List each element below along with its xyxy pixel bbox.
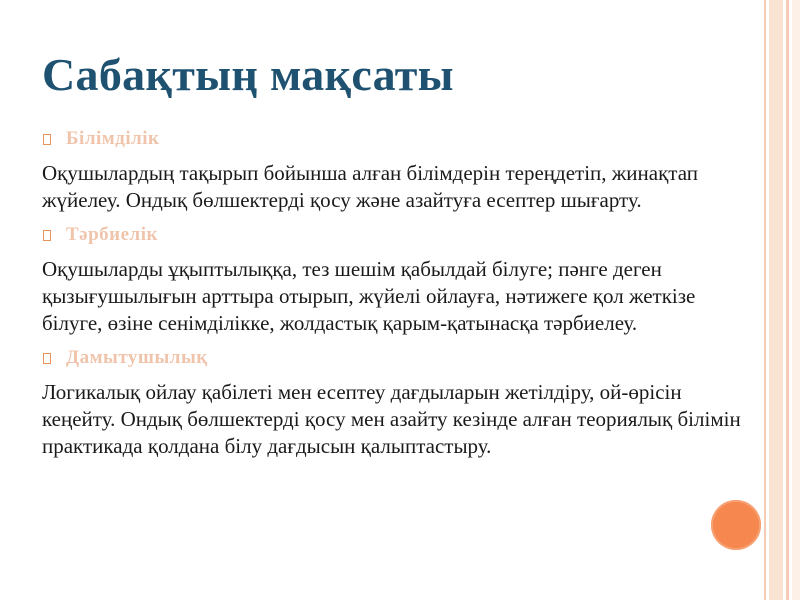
slide-title: Сабақтың мақсаты — [42, 49, 454, 100]
section-heading-damytushylyk — [42, 345, 747, 371]
square-bullet-icon — [43, 134, 51, 145]
square-bullet-icon — [43, 230, 51, 241]
section-heading-tarbielik — [42, 222, 747, 248]
decorative-band — [769, 0, 783, 600]
decorative-band — [792, 0, 800, 600]
section-heading-label: Білімділік — [66, 128, 160, 149]
section-heading-label: Тәрбиелік — [66, 224, 158, 245]
section-paragraph: Оқушылардың тақырып бойынша алған білімдерін тереңдетіп, жинақтап жүйелеу. Ондық бөлшектерді қосу және азайтуға есептер шығарту. — [42, 161, 699, 212]
orange-circle-icon — [711, 500, 761, 550]
section-heading-label: Дамытушылық — [66, 347, 208, 368]
slide-content — [42, 126, 747, 468]
section-paragraph: Оқушыларды ұқыптылыққа, тез шешім қабылдай білуге; пәнге деген қызығушылығын арттыра отырып, жүйелі ойлауға, нәтижеге қол жеткізе білуге, өзіне сенімділікке, жолдастық қарым-қатынасқа тәрбиелеу. — [42, 257, 696, 335]
decorative-band — [786, 0, 789, 600]
section-paragraph: Логикалық ойлау қабілеті мен есептеу дағдыларын жетілдіру, ой-өрісін кеңейту. Ондық бөлшектерді қосу мен азайту кезінде алған теориялық білімін практикада қолдана білу дағдысын қалыптастыру. — [42, 380, 741, 458]
section-heading-bilimdilik — [42, 126, 747, 152]
square-bullet-icon — [43, 353, 51, 364]
decorative-band — [764, 0, 766, 600]
